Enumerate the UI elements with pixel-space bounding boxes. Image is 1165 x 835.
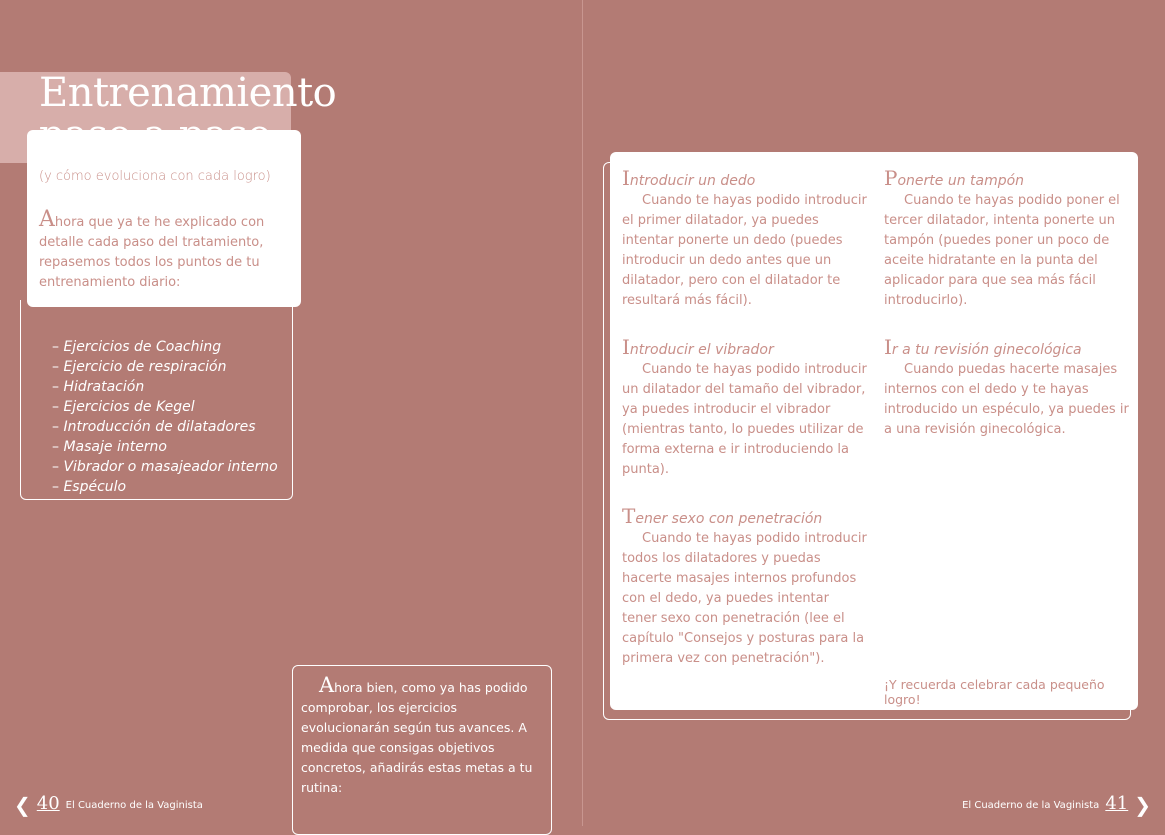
arrow-left-icon[interactable]: ❮ <box>14 793 31 817</box>
goal-title-text: ener sexo con penetración <box>635 511 823 527</box>
goal-title-text: ntroducir un dedo <box>629 173 756 189</box>
list-item: – Introducción de dilatadores <box>52 417 278 437</box>
list-item: – Vibrador o masajeador interno <box>52 457 278 477</box>
goal-body: Cuando te hayas podido introducir todos los dilatadores y puedas hacerte masajes internos profundos con el dedo, ya puedes intentar tener sexo con penetración (lee el capítulo "Consejos y posturas para la primera vez con penetración"). <box>622 531 867 666</box>
arrow-right-icon[interactable]: ❯ <box>1134 793 1151 817</box>
goal-initial: I <box>884 335 892 359</box>
list-item: – Ejercicio de respiración <box>52 357 278 377</box>
page-number-right: 41 <box>1105 793 1129 814</box>
goal-section <box>622 504 867 669</box>
goal-section <box>884 166 1129 311</box>
goal-title <box>884 166 1129 191</box>
goal-title <box>622 504 867 529</box>
footer-left <box>14 793 203 815</box>
goal-body: Cuando te hayas podido poner el tercer dilatador, intenta ponerte un tampón (puedes poner un poco de aceite hidratante en la punta del aplicador para que sea más fácil introducirlo). <box>884 193 1120 308</box>
goal-title-text: ntroducir el vibrador <box>629 342 774 358</box>
page-spine <box>582 0 583 826</box>
goal-initial: I <box>622 166 630 190</box>
goal-title-text: onerte un tampón <box>897 173 1025 189</box>
goal-body: Cuando puedas hacerte masajes internos con el dedo y te hayas introducido un espéculo, ya puedes ir a una revisión ginecológica. <box>884 362 1129 437</box>
goal-section <box>622 166 867 311</box>
goal-body: Cuando te hayas podido introducir un dilatador del tamaño del vibrador, ya puedes introducir el vibrador (mientras tanto, lo puedes utilizar de forma externa e ir introduciendo la punta). <box>622 362 867 477</box>
note-body: hora bien, como ya has podido comprobar, los ejercicios evolucionarán según tus avances. A medida que consigas objetivos concretos, añadirás estas metas a tu rutina: <box>301 680 533 795</box>
list-item: – Hidratación <box>52 377 278 397</box>
list-item: – Ejercicios de Coaching <box>52 337 278 357</box>
goal-section <box>884 335 1129 440</box>
list-item: – Espéculo <box>52 477 278 497</box>
training-checklist <box>52 337 278 497</box>
closing-line: ¡Y recuerda celebrar cada pequeño logro! <box>884 677 1105 707</box>
note-paragraph <box>301 673 546 798</box>
goal-title <box>884 335 1129 360</box>
page-title: Entrenamiento paso a paso <box>39 70 337 158</box>
list-item: – Ejercicios de Kegel <box>52 397 278 417</box>
footer-right <box>962 793 1151 815</box>
intro-initial: A <box>39 207 55 232</box>
note-initial: A <box>319 673 335 697</box>
goal-title <box>622 166 867 191</box>
goal-section <box>622 335 867 480</box>
goal-title-text: r a tu revisión ginecológica <box>891 342 1082 358</box>
footer-book-title: El Cuaderno de la Vaginista <box>65 800 203 811</box>
goal-initial: P <box>884 166 898 190</box>
intro-paragraph <box>39 207 279 293</box>
intro-body: hora que ya te he explicado con detalle cada paso del tratamiento, repasemos todos los puntos de tu entrenamiento diario: <box>39 215 265 290</box>
footer-book-title: El Cuaderno de la Vaginista <box>962 800 1100 811</box>
goal-title <box>622 335 867 360</box>
goal-initial: T <box>622 504 636 528</box>
list-item: – Masaje interno <box>52 437 278 457</box>
goal-initial: I <box>622 335 630 359</box>
goal-body: Cuando te hayas podido introducir el primer dilatador, ya puedes intentar ponerte un dedo (puedes introducir un dedo antes que un dilatador, pero con el dilatador te resultará más fácil). <box>622 193 867 308</box>
page-subtitle: (y cómo evoluciona con cada logro) <box>39 169 271 184</box>
page-number-left: 40 <box>36 793 60 814</box>
